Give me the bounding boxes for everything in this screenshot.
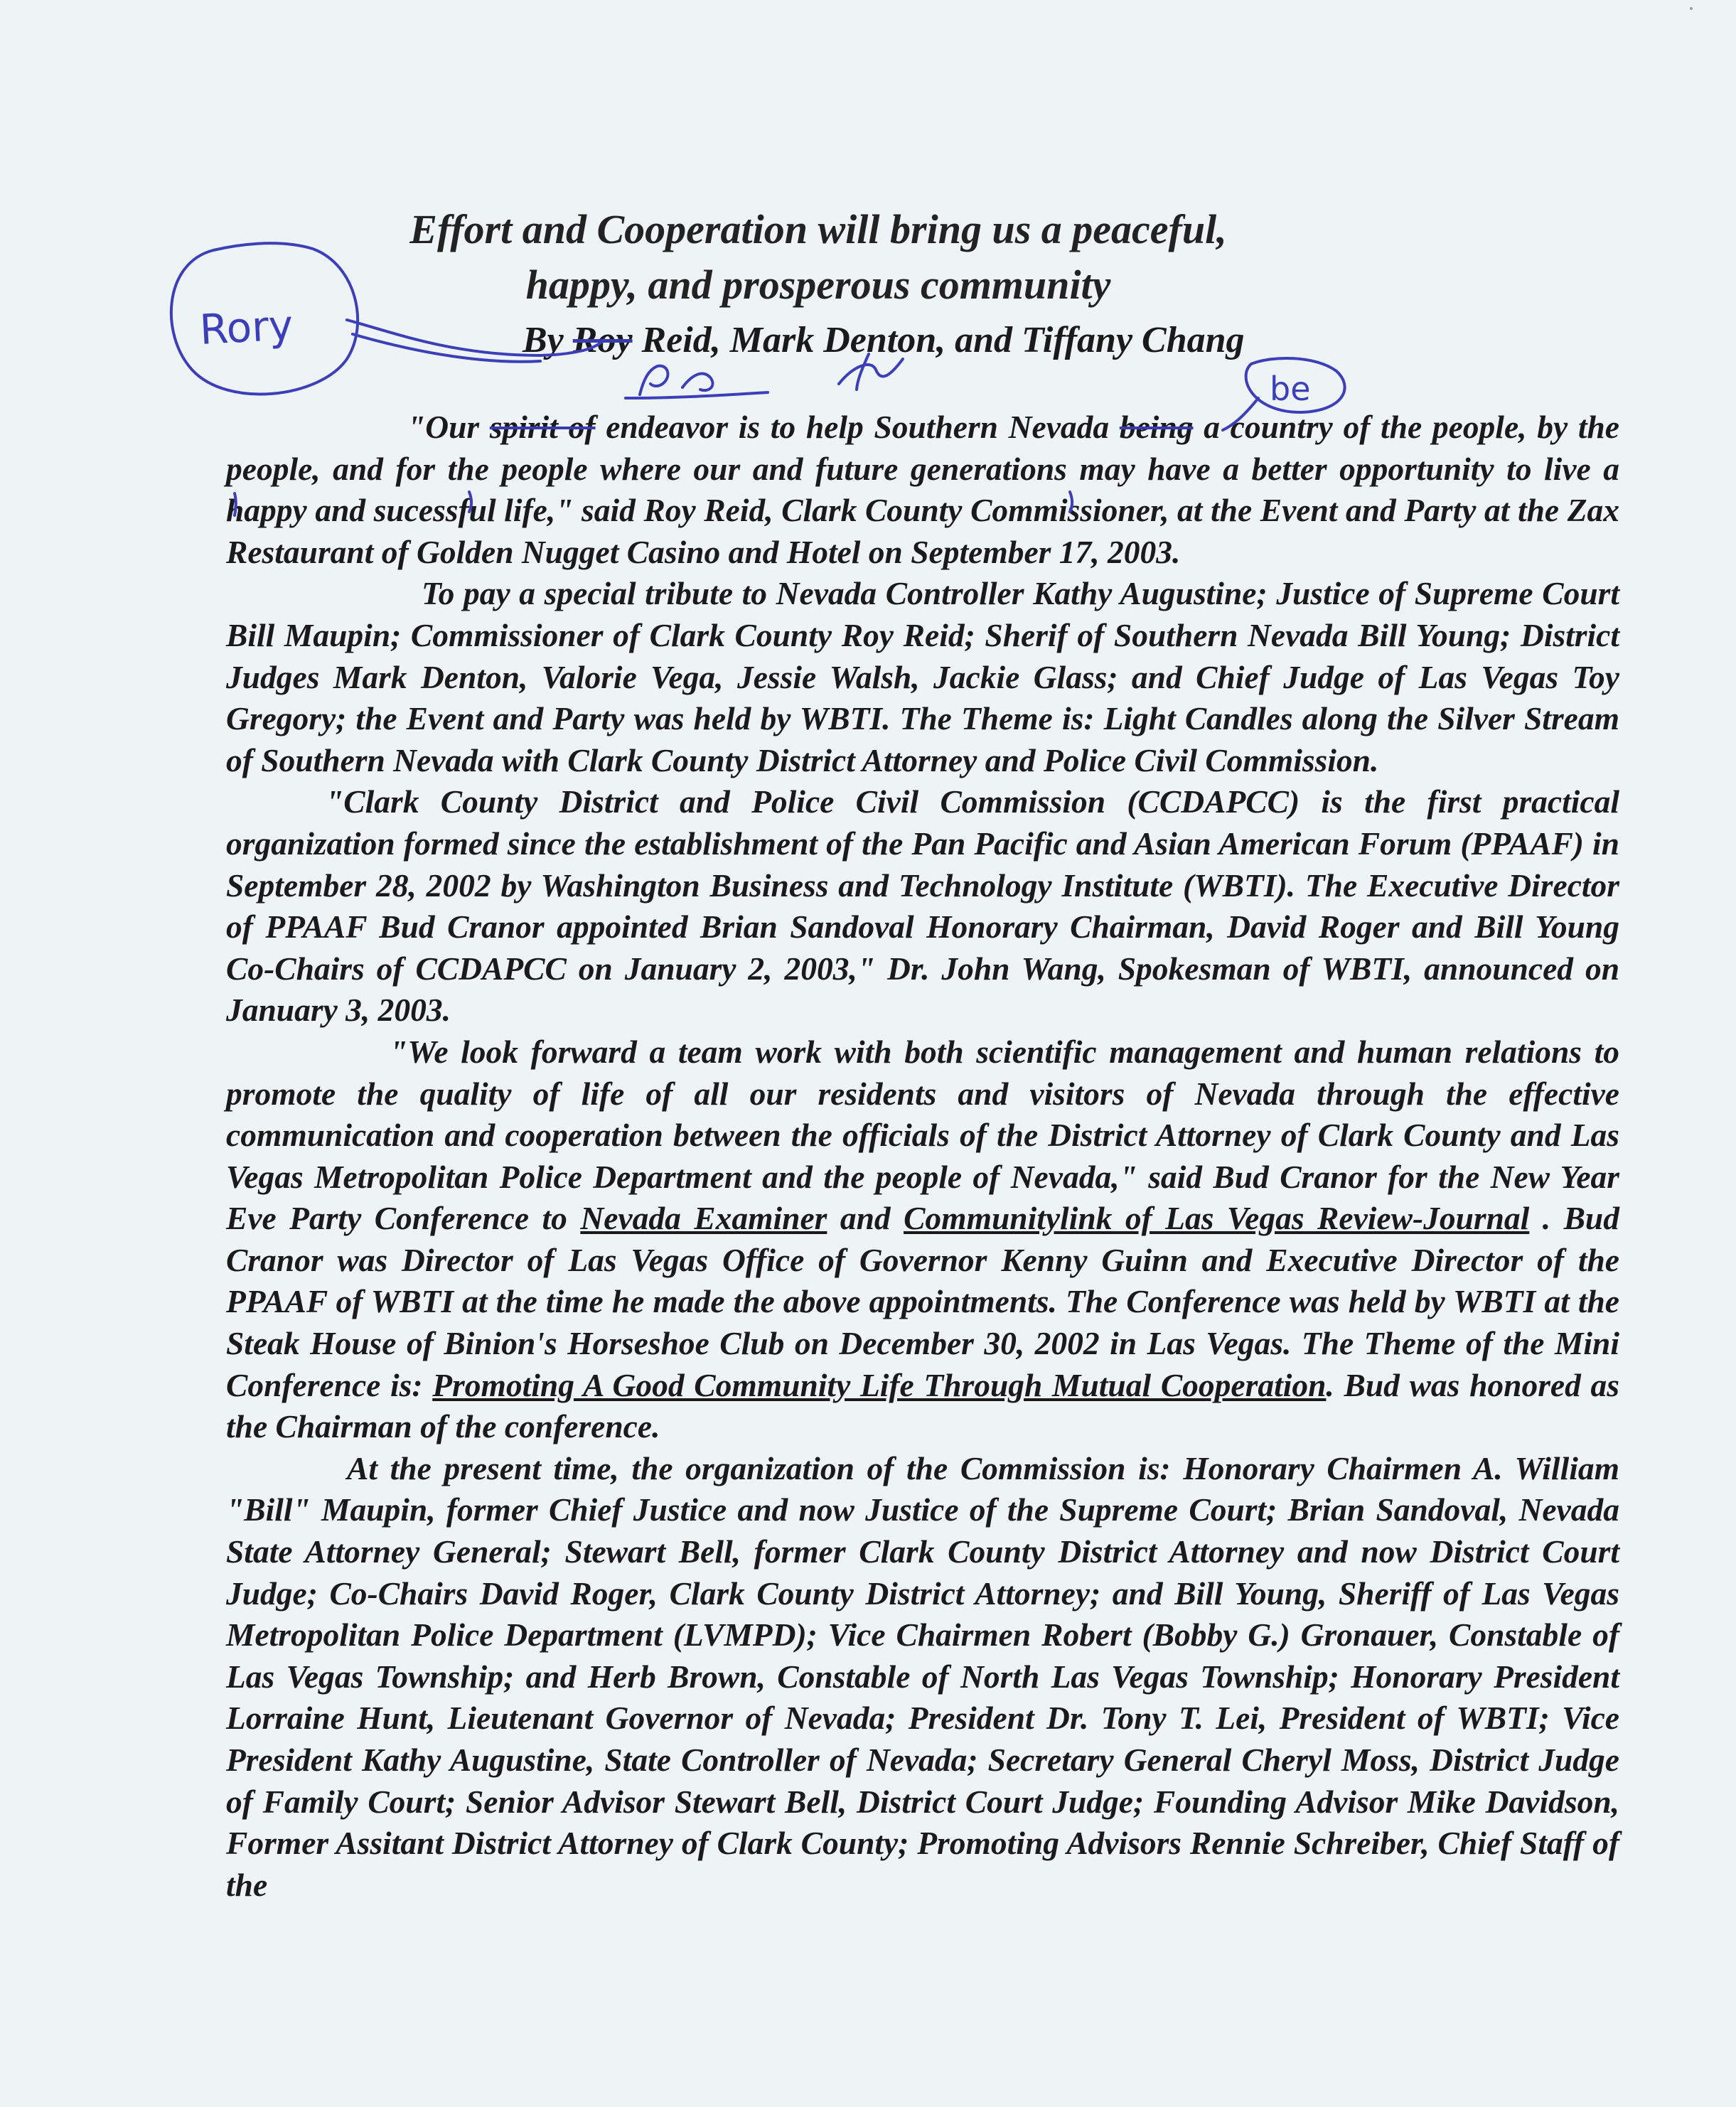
byline-names: Reid, Mark Denton, and Tiffany Chang: [641, 320, 1245, 360]
rory-arrow-line-lower: [353, 334, 540, 362]
paragraph-4-segment-7: . Bud was honored as the Chairman of the conference.: [226, 1366, 1619, 1445]
paragraph-5: [226, 1448, 1619, 1907]
paragraph-2: [226, 573, 1619, 781]
be-circle: [1246, 358, 1345, 412]
article-body: [226, 407, 1619, 1906]
paragraph-4-segment-4: Communitylink of Las Vegas Review-Journal: [904, 1200, 1530, 1237]
scan-speck: [1688, 3, 1695, 10]
paragraph-3-segment-1: "Clark County District and Police Civil Commission (CCDAPCC) is the first practical organization formed since the establishment of the Pan Pacific and Asian American Forum (PPAAF) in September 28, 2002 by Washington Business and Technology Institute (WBTI). The Executive Director of PPAAF Bud Cranor appointed Brian Sandoval Honorary Chairman, David Roger and Bill Young Co-Chairs of CCDAPCC on January 2, 2003," Dr. John Wang, Spokesman of WBTI, announced on January 3, 2003.: [226, 783, 1619, 1029]
article-title-line-2: happy, and prosperous community: [525, 262, 1111, 308]
paragraph-1-segment-3: endeavor is to help Southern Nevada: [595, 409, 1120, 445]
paragraph-4-segment-3: and: [827, 1200, 904, 1237]
byline: [523, 316, 1245, 365]
handwritten-be: be: [1270, 370, 1311, 408]
paragraph-5-segment-1: At the present time, the organization of the Commission is: Honorary Chairmen A. William "Bill" Maupin, former Chief Justice and now Justice of the Supreme Court; Brian Sandoval, Nevada State Attorney General; Stewart Bell, former Clark County District Attorney and now District Court Judge; Co-Chairs David Roger, Clark County District Attorney; and Bill Young, Sheriff of Las Vegas Metropolitan Police Department (LVMPD); Vice Chairmen Robert (Bobby G.) Gronauer, Constable of Las Vegas Township; and Herb Brown, Constable of North Las Vegas Township; Honorary President Lorraine Hunt, Lieutenant Governor of Nevada; President Dr. Tony T. Lei, President of WBTI; Vice President Kathy Augustine, State Controller of Nevada; Secretary General Cheryl Moss, District Judge of Family Court; Senior Advisor Stewart Bell, District Court Judge; Founding Advisor Mike Davidson, Former Assitant District Attorney of Clark County; Promoting Advisors Rennie Schreiber, Chief Staff of the: [226, 1449, 1619, 1903]
byline-prefix: By: [523, 320, 564, 360]
paragraph-1: [226, 407, 1619, 573]
paragraph-4-segment-1: "We look forward a team work with both scientific management and human relations to promote the quality of life of all our residents and visitors of Nevada through the effective communication and cooperation between the officials of the District Attorney of Clark County and Las Vegas Metropolitan Police Department and the people of Nevada," said Bud Cranor for the New Year Eve Party Conference to: [226, 1033, 1619, 1237]
paragraph-1-segment-1: "Our: [407, 409, 490, 445]
byline-struck-name: Roy: [572, 320, 633, 360]
article-title-line-1: Effort and Cooperation will bring us a peaceful,: [409, 206, 1227, 252]
psp-line: [626, 392, 768, 398]
psp-mark: [640, 366, 668, 395]
paragraph-4: [226, 1031, 1619, 1448]
paragraph-3: [226, 781, 1619, 1031]
paragraph-1-segment-2: spirit of: [489, 409, 596, 445]
paragraph-4-segment-6: Promoting A Good Community Life Through Mutual Cooperation: [432, 1366, 1327, 1403]
paragraph-4-segment-5: . Bud Cranor was Director of Las Vegas Office of Governor Kenny Guinn and Executive Director of the PPAAF of WBTI at the time he made the above appointments. The Conference was held by WBTI at the Steak House of Binion's Horseshoe Club on December 30, 2002 in Las Vegas. The Theme of the Mini Conference is:: [226, 1200, 1619, 1403]
handwritten-rory: Rory: [198, 301, 294, 354]
paragraph-1-segment-5: a country of the people, by the people, and for the people where our and future generations may have a better opportunity to live a happy and sucessful life," said Roy Reid, Clark County Commissioner, at the Event and Party at the Zax Restaurant of Golden Nugget Casino and Hotel on September 17, 2003.: [226, 409, 1619, 570]
paragraph-1-segment-4: being: [1119, 409, 1194, 445]
paragraph-2-segment-1: To pay a special tribute to Nevada Controller Kathy Augustine; Justice of Supreme Court Bill Maupin; Commissioner of Clark County Roy Reid; Sherif of Southern Nevada Bill Young; District Judges Mark Denton, Valorie Vega, Jessie Walsh, Jackie Glass; and Chief Judge of Las Vegas Toy Gregory; the Event and Party was held by WBTI. The Theme is: Light Candles along the Silver Stream of Southern Nevada with Clark County District Attorney and Police Civil Commission.: [226, 575, 1619, 778]
paragraph-4-segment-2: Nevada Examiner: [580, 1200, 827, 1237]
psp-mark-2: [682, 374, 712, 391]
